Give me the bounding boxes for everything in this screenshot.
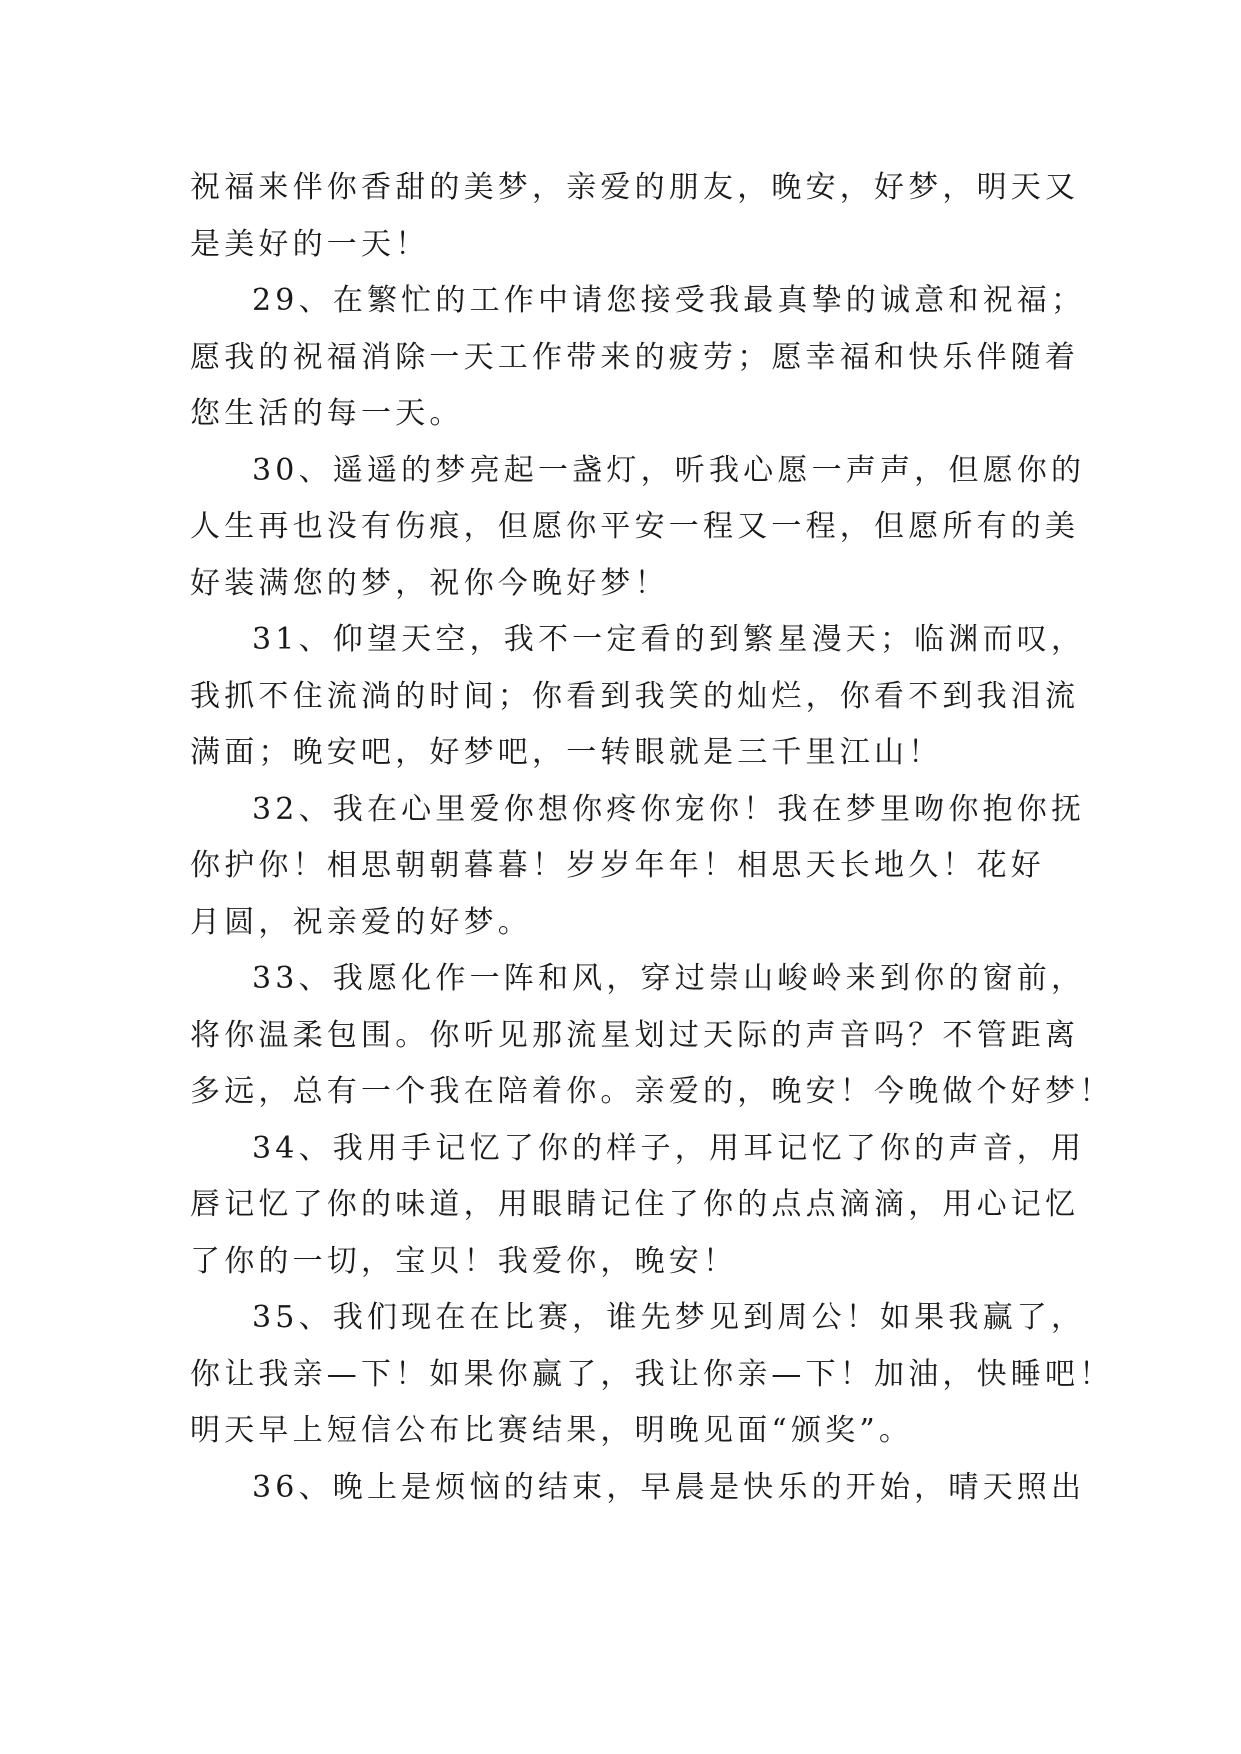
text-line: 满面；晚安吧，好梦吧，一转眼就是三千里江山！ — [190, 735, 943, 770]
text-line: 唇记忆了你的味道，用眼睛记住了你的点点滴滴，用心记忆 — [190, 1187, 1080, 1222]
text-line: 祝福来伴你香甜的美梦，亲爱的朋友，晚安，好梦，明天又 — [190, 170, 1080, 205]
text-line: 月圆，祝亲爱的好梦。 — [190, 904, 532, 940]
text-line: 35、我们现在在比赛，谁先梦见到周公！如果我赢了， — [252, 1300, 1086, 1335]
text-line: 33、我愿化作一阵和风，穿过崇山峻岭来到你的窗前， — [252, 961, 1086, 996]
text-line: 34、我用手记忆了你的样子，用耳记忆了你的声音，用 — [252, 1130, 1086, 1166]
text-line: 了你的一切，宝贝！我爱你，晚安！ — [190, 1243, 738, 1279]
text-line: 你让我亲—下！如果你赢了，我让你亲—下！加油，快睡吧！ — [190, 1356, 1114, 1392]
text-line: 你护你！相思朝朝暮暮！岁岁年年！相思天长地久！花好 — [190, 848, 1045, 883]
text-line: 人生再也没有伤痕，但愿你平安一程又一程，但愿所有的美 — [190, 509, 1080, 544]
text-line: 好装满您的梦，祝你今晚好梦！ — [190, 565, 669, 601]
text-line: 31、仰望天空，我不一定看的到繁星漫天；临渊而叹， — [252, 622, 1086, 657]
text-line: 36、晚上是烦恼的结束，早晨是快乐的开始，晴天照出 — [252, 1469, 1086, 1505]
text-line: 愿我的祝福消除一天工作带来的疲劳；愿幸福和快乐伴随着 — [190, 339, 1080, 375]
text-line: 明天早上短信公布比赛结果，明晚见面“颁奖”。 — [190, 1413, 914, 1448]
text-line: 32、我在心里爱你想你疼你宠你！我在梦里吻你抱你抚 — [252, 791, 1086, 827]
text-line: 30、遥遥的梦亮起一盏灯，听我心愿一声声，但愿你的 — [252, 452, 1086, 488]
text-line: 是美好的一天！ — [190, 226, 430, 262]
text-line: 多远，总有一个我在陪着你。亲爱的，晚安！今晚做个好梦！ — [190, 1074, 1114, 1109]
text-line: 将你温柔包围。你听见那流星划过天际的声音吗？不管距离 — [190, 1017, 1080, 1053]
text-line: 我抓不住流淌的时间；你看到我笑的灿烂，你看不到我泪流 — [190, 678, 1080, 714]
body-text — [190, 160, 1114, 1516]
text-line: 您生活的每一天。 — [190, 396, 464, 431]
text-line: 29、在繁忙的工作中请您接受我最真挚的诚意和祝福； — [252, 283, 1086, 318]
